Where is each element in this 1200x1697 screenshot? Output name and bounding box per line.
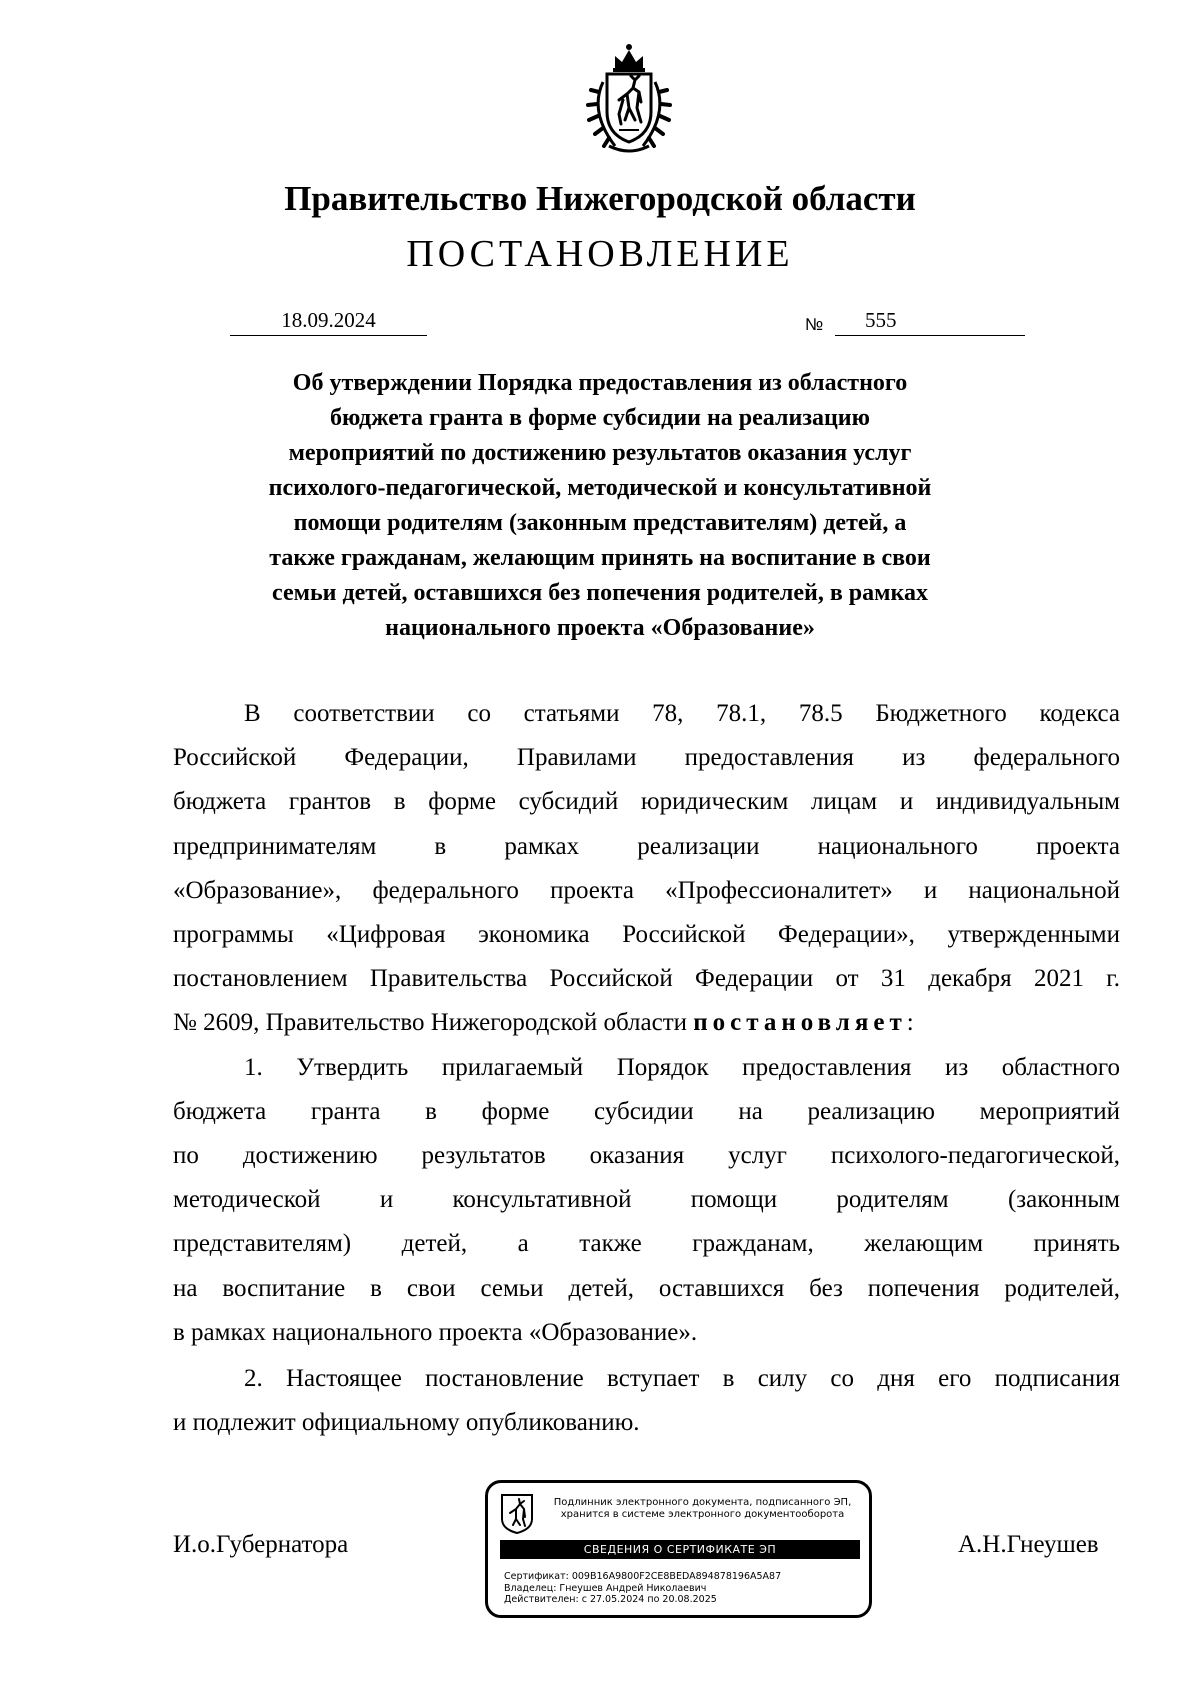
- item2-line: 2. Настоящее постановление вступает в силу со дня его подписания: [244, 1365, 1120, 1393]
- stamp-note-line: хранится в системе электронного документооборота: [560, 1509, 845, 1520]
- document-number-field: [835, 307, 1025, 336]
- document-subject: [180, 366, 1020, 646]
- item1-line: методической и консультативной помощи родителям (законным: [173, 1186, 1120, 1214]
- deer-emblem-icon: [500, 1493, 534, 1535]
- preamble-line: постановлением Правительства Российской Федерации от 31 декабря 2021 г.: [173, 965, 1120, 993]
- subject-line: также гражданам, желающим принять на воспитание в свои: [269, 545, 931, 571]
- item1-line: бюджета гранта в форме субсидии на реализацию мероприятий: [173, 1097, 1120, 1125]
- document-date: 18.09.2024: [230, 307, 427, 336]
- electronic-signature-stamp: [485, 1480, 872, 1618]
- document-number: 555: [865, 308, 897, 332]
- preamble-line: В соответствии со статьями 78, 78.1, 78.5 Бюджетного кодекса: [244, 700, 1120, 727]
- preamble-last-line: [173, 1001, 1120, 1045]
- preamble-line: бюджета грантов в форме субсидий юридическим лицам и индивидуальным: [173, 788, 1120, 816]
- signatory-name: А.Н.Гнеушев: [958, 1531, 1099, 1558]
- item2-line: и подлежит официальному опубликованию.: [173, 1409, 640, 1437]
- item1-line: в рамках национального проекта «Образование».: [173, 1318, 698, 1346]
- certificate-validity: Действителен: с 27.05.2024 по 20.08.2025: [504, 1594, 717, 1605]
- item1-line: по достижению результатов оказания услуг психолого-педагогической,: [173, 1142, 1120, 1170]
- certificate-details: [504, 1571, 781, 1606]
- coat-of-arms-emblem: [575, 42, 683, 157]
- subject-line: Об утверждении Порядка предоставления из областного: [292, 370, 908, 396]
- item1-line: представителям) детей, а также гражданам, желающим принять: [173, 1230, 1120, 1258]
- preamble-last-text: № 2609, Правительство Нижегородской области: [173, 1009, 694, 1037]
- subject-line: семьи детей, оставшихся без попечения родителей, в рамках: [272, 580, 928, 606]
- document-body: [173, 692, 1120, 1445]
- preamble-line: «Образование», федерального проекта «Профессионалитет» и национальной: [173, 876, 1120, 904]
- decree-word: постановляет: [693, 1009, 907, 1037]
- item1-line: на воспитание в свои семьи детей, оставшихся без попечения родителей,: [173, 1274, 1120, 1302]
- item1-line: 1. Утвердить прилагаемый Порядок предоставления из областного: [244, 1053, 1120, 1081]
- decree-colon: :: [906, 1009, 914, 1037]
- subject-line: национального проекта «Образование»: [385, 615, 815, 641]
- preamble-line: предпринимателям в рамках реализации национального проекта: [173, 832, 1120, 860]
- stamp-note-line: Подлинник электронного документа, подписанного ЭП,: [553, 1497, 852, 1508]
- certificate-info-bar: СВЕДЕНИЯ О СЕРТИФИКАТЕ ЭП: [500, 1540, 860, 1559]
- number-sign: №: [805, 315, 824, 334]
- preamble-line: Российской Федерации, Правилами предоставления из федерального: [173, 744, 1120, 772]
- subject-line: мероприятий по достижению результатов оказания услуг: [288, 440, 912, 466]
- subject-line: психолого-педагогической, методической и консультативной: [268, 475, 932, 501]
- subject-line: бюджета гранта в форме субсидии на реализацию: [330, 405, 870, 431]
- document-type: ПОСТАНОВЛЕНИЕ: [406, 233, 794, 275]
- certificate-serial: Сертификат: 009B16A9800F2CE8BEDA894878196A5A87: [504, 1571, 782, 1582]
- subject-line: помощи родителям (законным представителям) детей, а: [293, 510, 907, 536]
- signatory-position: И.о.Губернатора: [173, 1531, 349, 1558]
- preamble-line: программы «Цифровая экономика Российской Федерации», утвержденными: [173, 921, 1120, 949]
- certificate-owner: Владелец: Гнеушев Андрей Николаевич: [504, 1582, 707, 1594]
- organization-title: Правительство Нижегородской области: [284, 179, 916, 218]
